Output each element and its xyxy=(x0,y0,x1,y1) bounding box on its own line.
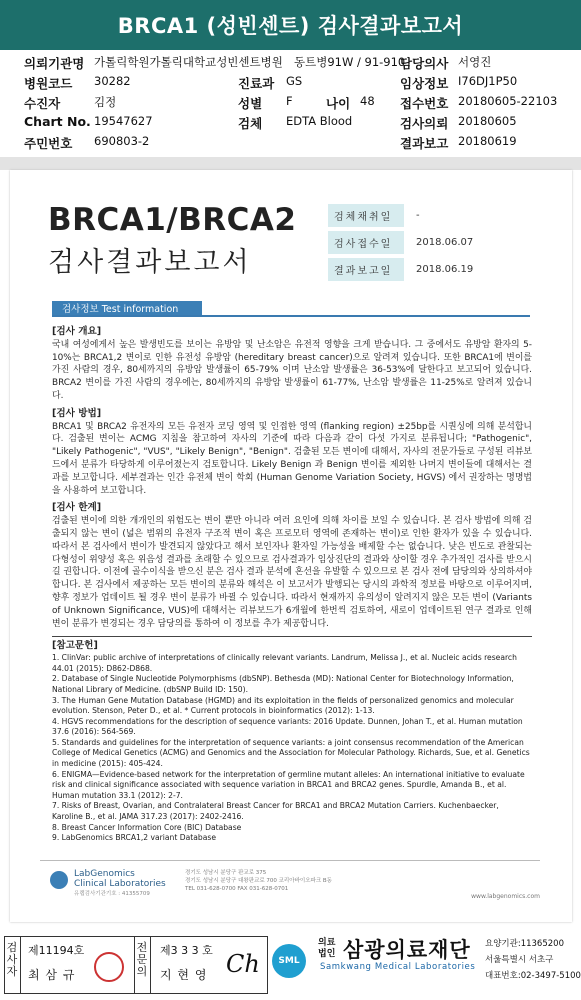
logo-line: Clinical Laboratories xyxy=(74,879,166,889)
hospital-code-label: 병원코드 xyxy=(24,76,73,91)
inspector-id: 제11194호 xyxy=(28,944,85,957)
patient-info-panel xyxy=(0,50,581,158)
institution-label: 의뢰기관명 xyxy=(24,56,85,71)
inspector-name: 최 삼 규 xyxy=(28,968,76,982)
reference-item: 1. ClinVar: public archive of interpretations of clinically relevant variants. Landrum, Melissa J., et al. Nucleic acids research 44.01 (2015): D862-D868. xyxy=(52,653,517,673)
inspector-vertical-label: 검사자 xyxy=(6,941,18,978)
reference-item: 3. The Human Gene Mutation Database (HGMD) and its exploitation in the fields of personalized genomics and molecular evolution. Stenson, Peter D., et al. * Current protocols in bioinformatics (2012): 1-13. xyxy=(52,695,514,716)
foundation-english-name: Samkwang Medical Laboratories xyxy=(320,962,476,972)
date-value: 2018.06.07 xyxy=(416,237,474,248)
hospital-code-value: 30282 xyxy=(94,74,131,88)
specimen-label: 검체 xyxy=(238,116,263,131)
references-heading: [참고문헌] xyxy=(52,636,532,653)
dept-value: GS xyxy=(286,74,303,88)
date-row xyxy=(328,204,540,227)
recipient-value: 김정 xyxy=(94,95,117,109)
section-text: 검출된 변이에 의한 개개인의 위험도는 변이 뿐만 아니라 여러 요인에 의해 차이를 보일 수 있습니다. 본 검사 방법에 의해 검출되지 않는 변이 (넓은 범위의 유전자 구조적 변이 혹은 프로모터 영역에 존재하는 변이)로 인한 환자가 있을 수 있습니다. 따라서 본 검사에서 변이가 발견되지 않았다고 해서 보인자나 환자일 가능성을 배제할 수는 없습니다. 낮은 빈도로 관찰되는 다형성이 위양성 혹은 위음성 결과를 초래할 수 있으므로 검사결과가 임상진단의 결과와 상이할 경우 추가적인 검사를 받으시길 권합니다. 이전에 골수이식을 받으신 분은 검사 결과 분석에 혼선을 유발할 수 있으므로 본 검사 전에 담당의와 상의하셔야 합니다. 본 검사에서 제공하는 모든 변이의 분류와 해석은 이 보고서가 발행되는 당시의 과학적 정보를 바탕으로 이루어지며, 향후 정보가 업데이트 될 경우 변이 분류가 바뀔 수 있습니다. 따라서 현재까지 유의성이 알려지지 않은 모든 변이 (Variants of Unknown Significance, VUS)에 대해서는 리뷰보드가 6개월에 한번씩 검토하여, 새로이 업데이트된 연구 결과로 인해 변이 분류가 변경되는 경우 담당의를 통하여 이 정보를 추가 제공합니다. xyxy=(52,516,532,629)
footer-website: www.labgenomics.com xyxy=(471,893,540,900)
reference-item: 8. Breast Cancer Information Core (BIC) Database xyxy=(52,822,242,832)
sex-value: F xyxy=(286,94,293,108)
section-heading: [검사 개요] xyxy=(52,326,102,337)
chart-value: 19547627 xyxy=(94,114,153,128)
chart-label: Chart No. xyxy=(24,114,91,129)
doctor-value: 서영진 xyxy=(458,55,492,69)
date-label: 검체채취일 xyxy=(328,204,404,227)
section-heading: [검사 한계] xyxy=(52,502,102,514)
report-title-line2: 검사결과보고서 xyxy=(48,247,252,278)
sml-logo-icon: SML xyxy=(272,944,306,978)
divider xyxy=(134,936,135,994)
foundation-type xyxy=(318,938,335,960)
recipient-label: 수진자 xyxy=(24,96,61,111)
age-value: 48 xyxy=(360,94,375,108)
test-information-tab: 검사정보 Test information xyxy=(52,301,202,315)
report-title-line1: BRCA1/BRCA2 xyxy=(48,202,297,238)
logo-line: 유랩검사기관기호 : 41355709 xyxy=(74,891,150,897)
foundation-type-line: 법인 xyxy=(318,949,336,959)
page-title: BRCA1 (성빈센트) 검사결과보고서 xyxy=(117,14,464,38)
rrn-value: 690803-2 xyxy=(94,134,150,148)
labgenomics-logo-text xyxy=(74,869,166,899)
doctor-name: 지 현 영 xyxy=(160,968,208,982)
reference-item: 5. Standards and guidelines for the interpretation of sequence variants: a joint consensus recommendation of the American College of Medical Genetics (ACMG) and Genomics and the Association for Molecular Pathology. Richards, Sue, et al. Genetics in medicine (2015): 405-424. xyxy=(52,737,530,769)
date-value: 2018.06.19 xyxy=(416,264,474,275)
address-line: 경기도 성남시 분당구 대왕판교로 700 코리아바이오파크 B동 xyxy=(185,878,332,884)
foundation-address: 서울특별시 서초구 xyxy=(485,955,554,965)
address-line: 경기도 성남시 분당구 판교로 375 xyxy=(185,870,267,876)
foundation-contact xyxy=(485,936,581,984)
date-value: - xyxy=(416,210,420,221)
date-label: 결과보고일 xyxy=(328,258,404,281)
report-value: 20180619 xyxy=(458,134,517,148)
org-number: 요양기관:11365200 xyxy=(485,939,564,949)
divider-band xyxy=(0,157,581,170)
labgenomics-logo-icon xyxy=(50,871,68,889)
seal-stamp-icon xyxy=(94,952,124,982)
reference-item: 6. ENIGMA—Evidence-based network for the interpretation of germline mutant alleles: An international initiative to evaluate risk and clinical significance associated with sequence variation in BRCA1 and BRCA2 genes. Spurdle, Amanda B., et al. Human mutation 33.1 (2012): 2-7. xyxy=(52,769,525,800)
reference-item: 7. Risks of Breast, Ovarian, and Contralateral Breast Cancer for BRCA1 and BRCA2 Mutation Carriers. Kuchenbaecker, Karoline B., et al. JAMA 317.23 (2017): 2402-2416. xyxy=(52,801,499,822)
report-body xyxy=(52,321,532,844)
date-row xyxy=(328,231,540,254)
age-label: 나이 xyxy=(326,96,351,111)
clinical-value: I76DJ1P50 xyxy=(458,74,518,88)
doctor-vertical-label: 전문의 xyxy=(136,941,148,978)
scanned-report-page xyxy=(10,170,572,922)
foundation-type-line: 의료 xyxy=(318,938,336,948)
section-heading: [검사 방법] xyxy=(52,407,102,419)
institution-value: 가톨릭학원가톨릭대학교성빈센트병원 xyxy=(94,55,283,69)
request-label: 검사의뢰 xyxy=(400,116,449,131)
foundation-phone: 대표번호:02-3497-5100 xyxy=(485,971,581,981)
date-label: 검사접수일 xyxy=(328,231,404,254)
report-label: 결과보고 xyxy=(400,136,449,151)
section-text: 국내 여성에게서 높은 발생빈도를 보이는 유방암 및 난소암은 유전적 영향을 크게 받습니다. 그 중에서도 유방암 환자의 5-10%는 BRCA1,2 변이로 인한 유전성 유방암 (hereditary breast cancer)으로 알려져 있습니다. 또한 BRCA1에 변이를 가진 사람의 경우, 80세까지의 유방암 발생률이 65-79% 이며 난소암 발생률은 36-53%에 달한다고 보고되어 있습니다. BRCA2 변이를 가진 사람의 경우에는, 80세까지의 유방암 발생률이 61-77%, 난소암 발생률은 11-25%로 알려져 있습니다. xyxy=(52,339,532,401)
signature-bar xyxy=(0,932,581,1000)
report-footer xyxy=(40,860,540,901)
dept-label: 진료과 xyxy=(238,76,275,91)
reference-item: 2. Database of Single Nucleotide Polymorphisms (dbSNP). Bethesda (MD): National Center for Biotechnology Information, National Library of Medicine. (dbSNP Build ID: 150). xyxy=(52,674,514,694)
foundation-name: 삼광의료재단 xyxy=(343,938,471,962)
sex-label: 성별 xyxy=(238,96,263,111)
references-list xyxy=(52,653,532,844)
section-text: BRCA1 및 BRCA2 유전자의 모든 유전자 코딩 영역 및 인접한 영역 (flanking region) ±25bp를 시퀀싱에 의해 분석합니다. 검출된 변이는 ACMG 지침을 참고하여 자사의 기준에 따라 다음과 같이 다섯 가지로 분류됩니다; "Pathogenic", "Likely Pathogenic", "VUS", "Likely Benign", "Benign". 검출된 모든 변이에 대해서, 자사의 전문가들로 구성된 리뷰보드에서 분류가 타당하게 이루어졌는지 검토합니다. Likely Benign 과 Benign 변이를 제외한 나머지 변이들에 대해서는 결과를 보고합니다. 세부결과는 인간 유전체 변이 학회 (Human Genome Variation Society, HGVS) 에서 권장하는 명명법을 사용하여 보고합니다. xyxy=(52,421,532,496)
clinical-label: 임상정보 xyxy=(400,76,449,91)
reference-item: 9. LabGenomics BRCA1,2 variant Database xyxy=(52,833,216,843)
handwritten-signature-icon: Ch xyxy=(226,950,260,978)
logo-line: LabGenomics xyxy=(74,869,135,879)
reference-item: 4. HGVS recommendations for the description of sequence variants: 2016 Update. Dunnen, Johan T., et al. Human mutation 37.6 (2016): 564-569. xyxy=(52,716,523,737)
date-table xyxy=(328,204,540,285)
divider xyxy=(150,936,151,994)
doctor-label: 담당의사 xyxy=(400,56,449,71)
report-header-bar xyxy=(0,0,581,50)
address-line: TEL 031-628-0700 FAX 031-628-0701 xyxy=(185,886,289,892)
date-row xyxy=(328,258,540,281)
receipt-no-label: 접수번호 xyxy=(400,96,449,111)
specimen-value: EDTA Blood xyxy=(286,114,353,128)
section-tab-bar xyxy=(52,301,530,317)
receipt-no-value: 20180605-22103 xyxy=(458,94,558,108)
rrn-label: 주민번호 xyxy=(24,136,73,151)
divider xyxy=(20,936,21,994)
ward-value: 동트병91W / 91-910 xyxy=(294,55,406,69)
request-value: 20180605 xyxy=(458,114,517,128)
footer-address xyxy=(185,869,332,893)
doctor-id: 제3 3 3 호 xyxy=(160,944,213,957)
